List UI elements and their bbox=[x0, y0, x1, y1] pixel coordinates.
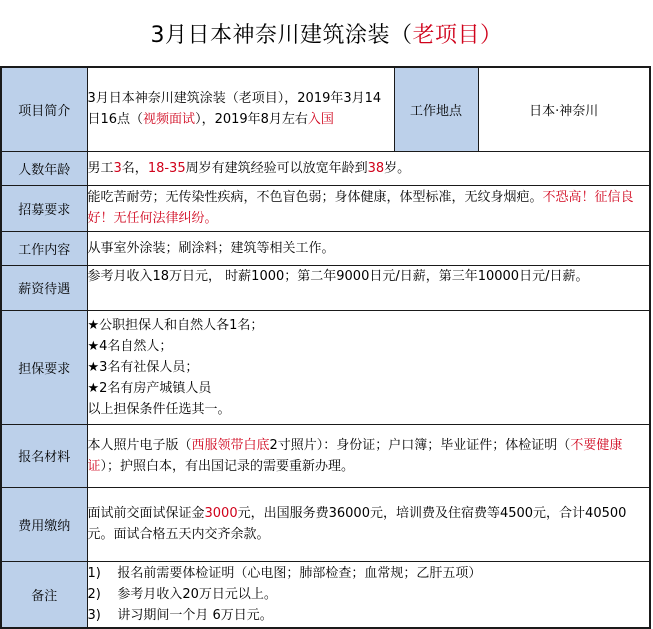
materials-text-2: 2寸照片）：身份证；户口簿；毕业证件；体检证明（ bbox=[269, 437, 571, 453]
row-materials bbox=[1, 424, 650, 487]
age-label: 人数年龄 bbox=[1, 151, 87, 185]
materials-text-3: ）；护照白本，有出国记录的需要重新办理。 bbox=[100, 458, 355, 474]
notes-label: 备注 bbox=[1, 561, 87, 628]
intro-text-1: 3月日本神奈川建筑涂装（老项目），2019年3月14日16点（ bbox=[87, 91, 382, 128]
guarantee-line: 以上担保条件任选其一。 bbox=[87, 401, 231, 417]
guarantee-line: ★3名有社保人员； bbox=[87, 359, 199, 375]
row-fees bbox=[1, 487, 650, 561]
materials-photo-note: 西服领带白底 bbox=[191, 437, 270, 453]
salary-content: 参考月收入18万日元， 时薪1000；第二年9000日元/日薪，第三年10000日元/日薪。 bbox=[87, 265, 650, 310]
materials-text-1: 本人照片电子版（ bbox=[87, 437, 192, 453]
requirements-content bbox=[87, 185, 650, 231]
guarantee-label: 担保要求 bbox=[1, 310, 87, 424]
title-highlight: 老项目 bbox=[412, 22, 480, 48]
notes-content bbox=[87, 561, 650, 628]
guarantee-line: ★4名自然人； bbox=[87, 338, 173, 354]
location-value: 日本·神奈川 bbox=[478, 67, 650, 151]
row-requirements bbox=[1, 185, 650, 231]
info-table bbox=[0, 66, 651, 629]
salary-label: 薪资待遇 bbox=[1, 265, 87, 310]
row-age bbox=[1, 151, 650, 185]
intro-text-2: ），2019年8月左右 bbox=[195, 112, 308, 128]
requirements-warning: 不恐高！征信良好！无任何法律纠纷。 bbox=[87, 190, 634, 226]
note-line: 2) 参考月收入20万日元以上。 bbox=[87, 586, 277, 602]
intro-label: 项目简介 bbox=[1, 67, 87, 151]
location-label: 工作地点 bbox=[394, 67, 478, 151]
age-text-4: 岁。 bbox=[384, 160, 411, 176]
materials-label: 报名材料 bbox=[1, 424, 87, 487]
age-text-1: 男工 bbox=[87, 160, 114, 176]
note-line: 1) 报名前需要体检证明（心电图；肺部检查；血常规；乙肝五项） bbox=[87, 565, 482, 581]
title-main: 3月日本神奈川建筑涂装（ bbox=[150, 22, 413, 48]
materials-content bbox=[87, 424, 650, 487]
fees-text-1: 面试前交面试保证金 bbox=[87, 506, 205, 521]
age-text-2: 名， bbox=[121, 160, 148, 176]
age-range: 18-35 bbox=[147, 160, 186, 176]
row-salary bbox=[1, 265, 650, 310]
materials-health-note: 不要健康证 bbox=[87, 437, 623, 474]
age-max: 38 bbox=[367, 160, 385, 176]
guarantee-line: ★2名有房产城镇人员 bbox=[87, 380, 212, 396]
row-notes bbox=[1, 561, 650, 628]
guarantee-line: ★公职担保人和自然人各1名； bbox=[87, 317, 264, 333]
fees-content bbox=[87, 487, 650, 561]
age-content bbox=[87, 151, 650, 185]
job-label: 工作内容 bbox=[1, 231, 87, 265]
row-intro bbox=[1, 67, 650, 151]
fees-label: 费用缴纳 bbox=[1, 487, 87, 561]
intro-content bbox=[87, 67, 394, 151]
intro-entry: 入国 bbox=[307, 112, 334, 128]
row-guarantee bbox=[1, 310, 650, 424]
fees-deposit: 3000 bbox=[204, 506, 238, 521]
intro-video-interview: 视频面试 bbox=[143, 112, 196, 128]
requirements-text: 能吃苦耐劳；无传染性疾病，不色盲色弱；身体健康，体型标准，无纹身烟疤。 bbox=[87, 190, 543, 205]
fees-text-2: 元，出国服务费36000元，培训费及住宿费等4500元，合计40500元。面试合格五天内交齐余款。 bbox=[87, 506, 627, 542]
document-title bbox=[0, 0, 653, 66]
age-text-3: 周岁有建筑经验可以放宽年龄到 bbox=[185, 160, 368, 176]
guarantee-content bbox=[87, 310, 650, 424]
note-line: 3) 讲习期间一个月 6万日元。 bbox=[87, 607, 273, 623]
title-end: ） bbox=[480, 22, 503, 48]
job-content: 从事室外涂装；刷涂料；建筑等相关工作。 bbox=[87, 231, 650, 265]
age-count: 3 bbox=[113, 160, 122, 176]
row-job bbox=[1, 231, 650, 265]
requirements-label: 招募要求 bbox=[1, 185, 87, 231]
